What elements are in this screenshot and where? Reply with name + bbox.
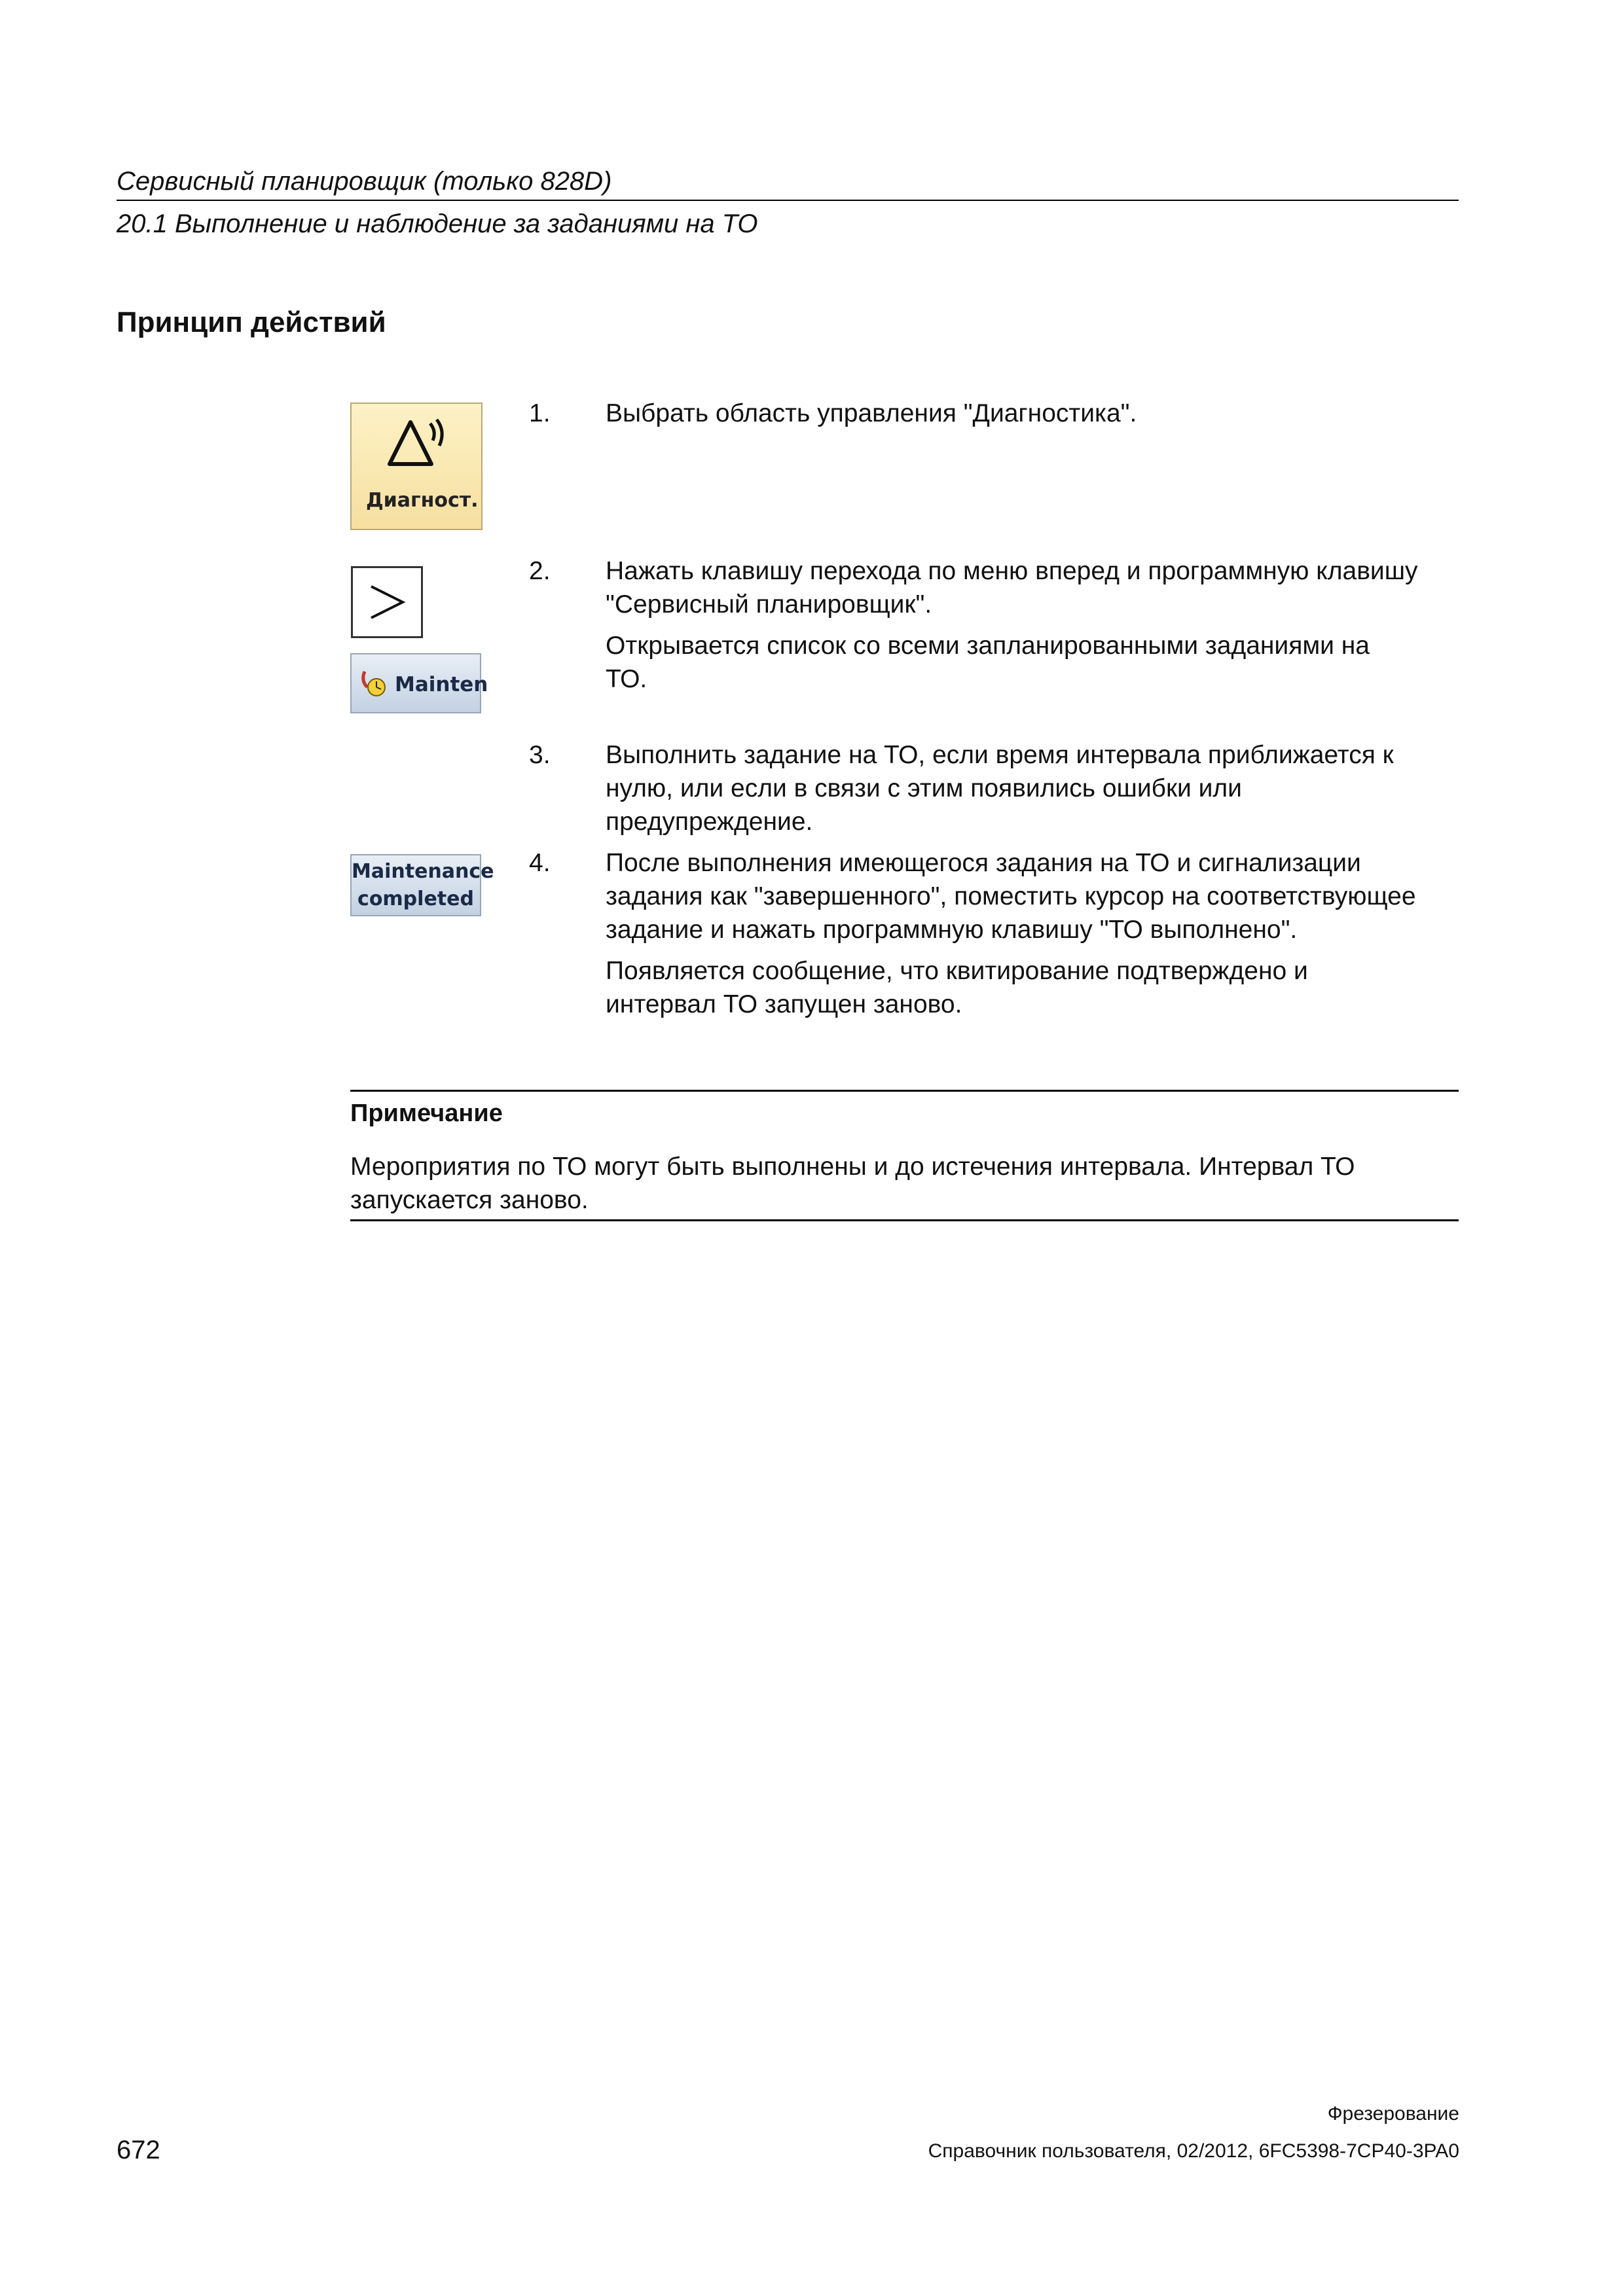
step-number: 1.: [529, 399, 551, 427]
note-top-rule: [350, 1090, 1459, 1092]
maintenance-completed-label-line2: completed: [357, 888, 474, 910]
step-line: нулю, или если в связи с этим появились ошибки или: [606, 774, 1242, 802]
note-title: Примечание: [350, 1100, 503, 1127]
result-line: ТО.: [606, 665, 647, 693]
step-line: задания как "завершенного", поместить курсор на соответствующее: [606, 882, 1416, 910]
footer-line1: Фрезерование: [1327, 2103, 1459, 2125]
header-rule: [117, 200, 1459, 201]
note-line: запускается заново.: [350, 1186, 589, 1214]
running-header-section: 20.1 Выполнение и наблюдение за заданиями на ТО: [117, 209, 758, 238]
maintenance-completed-label-line1: Maintenance: [352, 860, 494, 883]
note-text: [350, 1150, 1459, 1217]
step-result: [606, 954, 1457, 1021]
menu-forward-key[interactable]: [351, 566, 423, 638]
step-text: [606, 397, 1457, 430]
step-number: 4.: [529, 849, 551, 877]
step-text: [606, 554, 1457, 621]
step-line: предупреждение.: [606, 808, 813, 836]
maintenance-clock-icon: [359, 668, 392, 700]
menu-forward-icon: [361, 576, 413, 628]
page-number: 672: [117, 2136, 160, 2164]
step-line: Выбрать область управления "Диагностика".: [606, 399, 1137, 427]
section-heading: Принцип действий: [117, 306, 386, 338]
step-line: Нажать клавишу перехода по меню вперед и программную клавишу: [606, 557, 1418, 585]
note-bottom-rule: [350, 1219, 1459, 1221]
step-text: [606, 846, 1457, 946]
diagnostics-softkey[interactable]: [350, 403, 483, 530]
maintenance-softkey[interactable]: [350, 653, 488, 713]
footer-line2: Справочник пользователя, 02/2012, 6FC5398-7CP40-3PA0: [928, 2140, 1459, 2162]
step-line: задание и нажать программную клавишу "ТО выполнено".: [606, 916, 1298, 944]
alarm-triangle-icon: [384, 417, 450, 469]
step-number: 2.: [529, 557, 551, 585]
step-number: 3.: [529, 741, 551, 769]
step-text: [606, 738, 1457, 838]
step-line: После выполнения имеющегося задания на ТО и сигнализации: [606, 849, 1361, 877]
step-line: "Сервисный планировщик".: [606, 590, 932, 619]
step-line: Выполнить задание на ТО, если время интервала приближается к: [606, 741, 1394, 769]
maintenance-softkey-label: Mainten: [395, 673, 488, 696]
step-result: [606, 629, 1457, 696]
result-line: Открывается список со всеми запланированными заданиями на: [606, 632, 1370, 660]
result-line: Появляется сообщение, что квитирование подтверждено и: [606, 957, 1308, 985]
maintenance-completed-softkey[interactable]: [350, 854, 494, 916]
result-line: интервал ТО запущен заново.: [606, 990, 962, 1018]
running-header-chapter: Сервисный планировщик (только 828D): [117, 167, 612, 196]
diagnostics-softkey-label: Диагност.: [366, 489, 479, 512]
note-line: Мероприятия по ТО могут быть выполнены и до истечения интервала. Интервал ТО: [350, 1153, 1355, 1181]
